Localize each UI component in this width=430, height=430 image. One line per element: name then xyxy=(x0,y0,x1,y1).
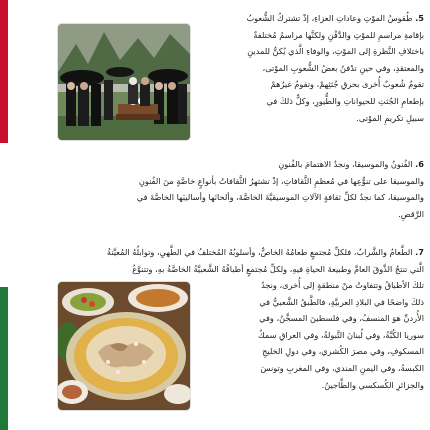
food-illustration xyxy=(58,282,190,410)
section-7-line-7: المسكوفِ، وفي مصرَ الكُشري، وفي دولِ الخليجِ xyxy=(262,346,424,357)
section-7-number: 7. xyxy=(415,247,424,257)
section-7-line-3: تلكَ الأطباقُ وتتفاوتُ منْ منطقةٍ إلى أُخرى، ونجدُ xyxy=(261,280,424,290)
section-5-line-6: بإطعامِ الجُثثِ للحيواناتِ والطُّيورِ، وكلُّ ذلكَ في xyxy=(266,95,424,106)
section-5-line-2: بإقامةِ مراسمِ للموْتِ والدَّفْنِ ولكنَّها مراسمُ مُختلفةٌ xyxy=(253,29,424,40)
flag-strip-white xyxy=(0,143,8,286)
section-6-number: 6. xyxy=(415,159,424,169)
flag-strip-red xyxy=(0,0,8,143)
section-7-paragraph-top xyxy=(36,244,424,277)
section-7-line-4: ذلكَ واضحًا في البلادِ العربيَّةِ، فالطَّبقُ الشَّعبيُّ في xyxy=(259,296,424,307)
section-5-number: 5. xyxy=(415,13,424,23)
section-6-line-3: والموسيقا، كما نجدُ لكلِّ ثقافةٍ الآلاتِ الموسيقيَّةَ الخاصَّةَ، وألحانَها وأساليبَها الخاصَّةَ في xyxy=(136,192,424,203)
section-5-paragraph xyxy=(200,10,424,126)
funeral-illustration xyxy=(58,24,190,140)
section-6-line-2: والموسيقا على تنوُّعِها في مُعظمِ الثَّقافاتِ، إذْ تشتهرُ الثَّقافاتُ بأنواعٍ خاصَّةٍ منَ الفُنونِ xyxy=(138,175,424,186)
section-5-line-1: 5. طُقوسُ الموْتِ وعاداتِ العزاءِ، إذْ تشتركُ الشُّعوبُ xyxy=(246,13,424,23)
section-7-line-1: 7. الطَّعامُ والشَّرابُ، فلكلِّ مُجتمعٍ طعامُهُ الخاصُّ، وأسلوبُهُ المُختلفُ في الطَّهيِ، وتوابلُهُ المُعيَّنةُ xyxy=(106,247,424,257)
section-6-line-4: الرَّقصِ. xyxy=(398,208,424,219)
section-7-paragraph-side xyxy=(200,277,424,393)
flag-strip-green xyxy=(0,287,8,430)
section-7-line-8: الكبسةُ، وفي اليمنِ المندي، وفي المغربِ وتونسَ xyxy=(260,362,424,373)
section-6-paragraph xyxy=(36,156,424,222)
section-5-line-4: والمعتقدِ، وفي حينِ تدْفنُ بعضُ الشُّعوبِ الموْتى، xyxy=(262,62,424,73)
section-7-line-5: الأُردنِّ هوَ المنسفُ، وفي فلسطينَ المسخَّنُ، وفي xyxy=(259,313,424,324)
section-6-line-1: 6. الفُنونُ والموسيقا، ونجدُ الاهتمامَ بالفُنونِ xyxy=(278,159,424,169)
section-5-line-5: تقومُ شُعوبٌ أُخرى بحرقِ جُثثِهمْ، وتقومُ غيرُهمْ xyxy=(270,79,424,90)
section-7-line-9: والجزائرِ الكُسكسي والطَّاجينُ. xyxy=(321,379,424,390)
section-7-line-2: الَّتي تنتجُ الذَّوقَ العامَّ وطبيعةَ الحياةِ فيهِ، ولكلِّ مُجتمعٍ أطباقُهُ الشَّعبيَّةُ الخاصَّةُ بهِ، وتتنوَّعُ xyxy=(132,263,424,274)
food-photo xyxy=(58,282,190,410)
section-5-line-3: باختلافِ النَّظرةِ إلى الموْتِ، والوفاءِ الَّذي يُكنُّ للمدينِ xyxy=(247,46,424,57)
section-5-line-7: سبيلِ تكريمِ الموْتى. xyxy=(356,112,424,123)
funeral-photo xyxy=(58,24,190,140)
section-7-line-6: سوريا الكُبَّةُ، وفي لُبنانَ التَّبولةُ، وفي العراقِ سمكُ xyxy=(258,329,424,340)
flag-color-strip xyxy=(0,0,8,430)
